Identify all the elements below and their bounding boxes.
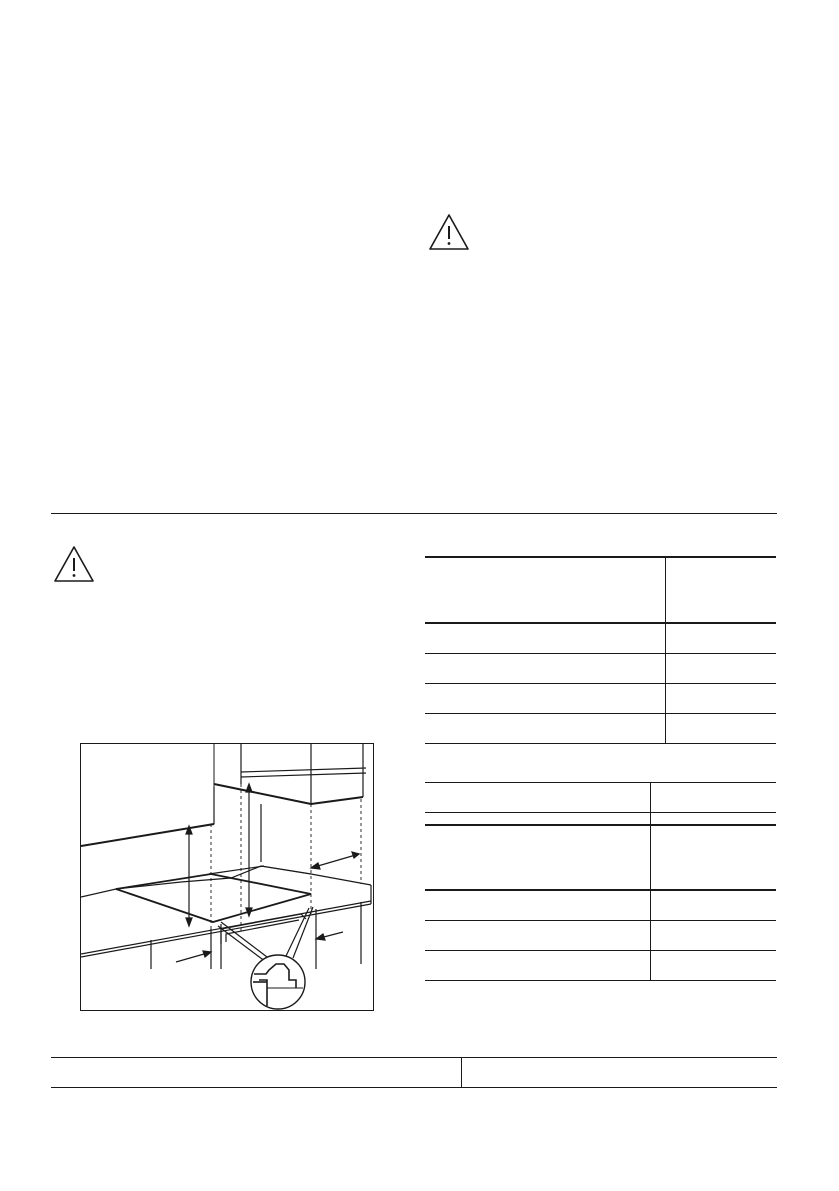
warning-triangle-icon	[428, 213, 470, 251]
installation-figure	[80, 743, 374, 1011]
hob-installation-diagram-icon	[81, 744, 373, 1010]
warning-triangle-icon	[53, 545, 95, 583]
footer-table	[51, 1057, 777, 1089]
section-divider	[51, 513, 777, 514]
spec-table-1	[425, 556, 776, 743]
spec-table-2	[425, 782, 776, 982]
